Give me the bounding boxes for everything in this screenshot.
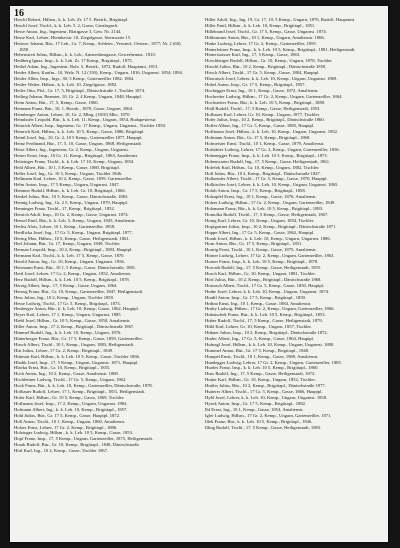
directory-entry: Hoffmann Josef, Insp., 17 2, Kemp., Ungarn, Ungarnst. 1884.: [14, 400, 128, 406]
directory-entry: Holzapfel Ernst, Ing., 10 1, Kemp., Gasse, 1876, Amalienstr.: [205, 194, 317, 200]
directory-entry: Hedtberg Ignaz, Insp., k. k. Leh. Zr. 17 Kemp., Brigittapl., 1875.: [14, 58, 133, 64]
directory-entry: Hochleitner Ludwig, Tischl., 17 Gr. 5, Kemp., Ungarn, 1862.: [14, 377, 127, 383]
directory-entry: Hiltbrunner Anton, Bür., 10 1, Kemp., Ungarn, Amalienstr. 1866.: [205, 34, 325, 40]
directory-entry: Huber Rudolf, Tischl., 17, 5 Kemp., Gasse, Heiligenstadt, 1879.: [205, 318, 323, 324]
directory-entry: Hostasch Albert, Tischl., 17 Gr. 5, Kemp., Gasse, 1850, Hauptpl.: [205, 282, 325, 288]
directory-entry: Heimhofer Leopold, Bür., k. k. Leh. 11, Kemp., Ungarn, 1854, Budapesterstr.: [14, 117, 157, 123]
directory-entry: Hofbauer Rudolf, Lehrer, 17 1, Kemp., Brigittapl., 1851, Heiligenstadt.: [14, 389, 146, 395]
directory-entry: Heider Walter, Hdlsm., k. k. Leh. 10, Ziegelgasse, 1882.: [14, 81, 118, 87]
directory-entry: Herdlicka Josef, Ing., 17 Gr. 5, Kemp., Ungarn, Brigittapl. 1877.: [14, 229, 133, 235]
directory-entry: Hirsch Albert, Tischl., 17 Gr. 5, Kemp., Gasse, 1884, Hauptpl.: [205, 70, 320, 76]
directory-entry: Henninger Franz, Tischl., 17, Kemp., Brigittapl., 1852.: [14, 206, 115, 211]
directory-entry: Heinrich Karl, Hdlsm., k. k. Leh. 10 5, Kemp., Gasse, 1886, Brigittapl.: [14, 129, 145, 135]
directory-entry: Herman Leopold, Insp., 10 2, Kemp., Brigittapl., 1883, Hauptpl.: [14, 247, 133, 253]
directory-entry: Hesse Anton, Ing., Ingenieur, Blattgasse 3, Gew. Nr. 2144.: [14, 28, 122, 34]
directory-entry: Huss Rudolf, Ing., 17, 5 Kemp., Gasse, Heiligenstadt, 1873.: [205, 371, 316, 377]
directory-entry: Horner Franz, Insp., k. k. Leh. 10 5, Kemp., Brigittapl., 1878.: [205, 259, 319, 265]
page-number: 16: [14, 8, 24, 19]
directory-entry: Heintl Josef, Ing., 10, Gr. 2, 10 5 Kemp., Gartenzeiller 1877, Hauptpl.: [14, 135, 143, 141]
directory-entry: Hutterer Albert, Tischl., 17 Gr. 5, Kemp., Gasse, 1866, Hauptpl.: [205, 389, 323, 395]
directory-entry: Heim Anton, Bür., 17, 5, Kemp., Gasse, 1860.: [14, 99, 99, 105]
directory-entry: Hesse Ludwig, Tischl., 17 Gr. 5, Kemp., Brigittapl., 1873.: [14, 300, 121, 306]
directory-entry: Herrmann Ernst, Bür., 10 1, 5 Kemp., Gasse, Dänischstraße, 1881.: [14, 265, 137, 271]
directory-entry: Hettwer Johann, Bür., 17 Leb., Gr. 7, Kemp., Schleier., Versand., Oesterr., 1877; Nr. 2 (60), 1850.: [14, 40, 182, 52]
directory-entry: Horak Rudolf, Bür., Gr. 10, Kemp., Brigittapl., 1848, Dänischstraße.: [14, 442, 140, 448]
directory-entry: Hübl Karl, Lehrer, Gr. 10, Kemp., Ungarn, 1857, Tischler.: [205, 324, 312, 330]
directory-entry: Honig Karl, Lehrer, Gr. 10, Kemp., Ungarn, 1854, Tischler.: [205, 217, 315, 223]
directory-entry: Hofer Julius, Insp., 10 2, Kemp., Brigittapl., Dänischstraße 1860.: [205, 117, 325, 123]
directory-entry: Hobel Anton, Insp., Gr. 17 5, Kemp., Brigittapl., 1857.: [205, 81, 306, 87]
directory-entry: Holzinger Ludwig, Hdlsm., k. k. Leh. 10 5, Kemp., Gasse, 1853.: [14, 430, 134, 436]
directory-entry: Hutter Karl, Hdlsm., Gr. 10, Kemp., Ungarn, 1852, Tischler.: [205, 377, 316, 383]
directory-entry: Horn Anton, Bür., Gr. 17 5, Kemp., Brigittapl., 1851.: [205, 241, 303, 247]
directory-entry: Hödl Rudolf, Tischl., 17, 5 Kemp., Gasse, Heiligenstadt, 1853.: [205, 105, 321, 111]
directory-entry: Hollaender Albert, Tischl., 17 Gr. 5, Kemp., Gasse, 1870, Hauptpl.: [205, 176, 328, 182]
directory-entry: Heiler Otto, Pfsl., Gr. 17, 5, Brigittapl., Dänischstraße 1, Tischler 1874.: [14, 87, 146, 93]
directory-entry: Hubatschek Franz, Bür., k. k. Leh. 10 5, Kemp., Brigittapl., 1853.: [205, 312, 326, 318]
directory-entry: Hörner Ludwig, Lehrer, 17 Gr. 2, Kemp., Ungarn, Gartenzeiller, 1863.: [205, 253, 335, 259]
directory-entry: Horak Josef, Hdlsm., k. k. Leh. 10, Kemp., Ungarn, Ungarnst. 1886.: [205, 235, 331, 241]
right-column: [205, 17, 380, 430]
directory-entry: Ibl Ernst, Ing., 10 1, Kemp., Gasse, 1854, Amalienstr.: [205, 406, 304, 412]
directory-entry: Hrabe Josef, Lehrer, k. k. Leh. 10, Kemp., Ungarn, Ungarnst. 1874.: [205, 288, 330, 294]
directory-entry: Holub Anton, Insp., Gr. 17 5, Kemp., Brigittapl., 1858.: [205, 188, 306, 194]
directory-entry: Henkel Julius, Bür., 10 5, Kemp., Gasse, Dänischstraße, 1863.: [14, 194, 129, 200]
directory-entry: Huttler Julius, Bür., 10 2, Kemp., Brigittapl., Dänischstraße 1877.: [205, 383, 326, 389]
directory-entry: Heyer Karl, Lehrer, 17 1, Kemp., Ungarn, Ungarnst. 1885.: [14, 312, 122, 318]
directory-entry: Hübner Julius, Insp., 10 2, Kemp., Brigittapl., Dänischstraße 1872.: [205, 330, 328, 336]
directory-entry: Hopfgartner Julius, Insp., 10 2, Kemp., Brigittapl., Dänischstraße 1871.: [205, 223, 337, 229]
directory-entry: Hebenstreit Julius, Hdlsm., k. k. Leh., Amsterdamgasse, Gewerbeanst., 1810.: [14, 52, 156, 58]
directory-entry: Horvath Rudolf, Ing., 17, 5 Kemp., Gasse, Heiligenstadt, 1855.: [205, 265, 322, 271]
directory-entry: Hemmer Rudolf, Hdlsm., k. k. Leh. Gr. 10, Brigittapl., 1866.: [14, 188, 126, 194]
directory-entry: Heller Josef, Ing., Gr. 10 5, Kemp., Ungarn, Tischler 1846.: [14, 170, 123, 176]
directory-entry: Hofmeister Ernst, Tischl., 10 1, Kemp., Gasse, 1879, Amalienstr.: [205, 141, 325, 147]
directory-entry: Heise Albert, Ing., Ingenieur, Gr. 2, Kemp., Ungarn, Ungarnst.: [14, 146, 129, 152]
directory-entry: Heiling Johann, Beamter, 10, Gr. 2, 4 Kemp., Ungarn, 1848, Hauptpl.: [14, 93, 142, 99]
directory-entry: Hertl Josef, Lehrer, 17 Gr. 2, Kemp., Ungarn, 1852, Amalienstr.: [14, 270, 132, 276]
directory-entry: Hennig Ludwig, Ing., Gr. 2 5, Kemp., Ungarn, 1879, Hauptpl.: [14, 200, 128, 206]
document-page: [10, 6, 388, 542]
directory-entry: Heider Albert, Kaufm., 10, Walz. N. 12 (150), Kemp., Ungarn, 1816, Ungarnst. 1854; 1894.: [14, 70, 183, 76]
directory-entry: Hering Max, Hdlsm., 10 5, Kemp., Gasse, Heiligenstadt, 1861.: [14, 235, 130, 241]
directory-entry: Hirschberger Rudolf, Hdlsm., Gr. 10, Kemp., Ungarn, 1878, Tischler.: [205, 58, 333, 64]
directory-entry: Herold Anton, Ing., Gr. 10, Kemp., Ungarn, Ungarnst. 1856.: [14, 259, 126, 265]
directory-entry: Hermann Karl, Tischl., k. k. Leh. 17 5, Kemp., Gasse, 1870.: [14, 253, 125, 259]
directory-entry: Heibel Adam, Ing., Ingenieur, Bolz. 5, Bezirk., 1872, Rudolf, Hauptamt. 1813.: [14, 64, 159, 70]
directory-entry: Hirt Julius, Lehrer, 17 Gr. 2, Kemp., Brigittapl., 1849.: [14, 347, 114, 353]
directory-entry: Hollitscher Josef, Lehrer, k. k. Leh. 10, Kemp., Ungarn, Ungarnst. 1865.: [205, 182, 339, 188]
directory-entry: Hornig Ernst, Tischl., 10 1, Kemp., Gasse, 1875, Amalienstr.: [205, 247, 317, 253]
directory-entry: Hittmair Karl, Hdlsm., k. k. Leh. 10 5, Kemp., Gasse, Tischler 1866.: [14, 353, 141, 359]
directory-entry: Illing Rudolf, Tischl., 17, 5 Kemp., Gasse, Heiligenstadt, 1883.: [205, 424, 322, 430]
directory-entry: Hoppe Albert, Ing., 17 Gr. 5, Kemp., Gasse, 1862, Hauptpl.: [205, 229, 315, 235]
directory-entry: Hillebrand Josef, Tischl., Gr. 17 5, Kemp., Gasse, Ungarnst. 1874.: [205, 28, 327, 34]
directory-entry: Illek Franz, Bür., k. k. Leh. 10 5, Kemp., Brigittapl., 1846.: [205, 418, 313, 424]
directory-entry: Hofmann Albert, Ing., k. k. Leh. 10, Kemp., Brigittapl., 1857.: [14, 406, 128, 412]
directory-entry: Hellmann Karl, Lehrer, 10 2, Kemp., Gasse, 1859, Gartenzeiller.: [14, 176, 133, 182]
directory-entry: Hybl Josef, Lehrer, k. k. Leh. 10, Kemp., Ungarn, Ungarnst. 1858.: [205, 395, 328, 400]
directory-entry: Herbst Alois, Lehrer, 10 1, Kemp., Gartenzeiller, 1858.: [14, 223, 116, 229]
directory-entry: Heinrich Albert, Insp., Ingenieur, Gr. 17 Kemp., Ungarn, Ungarnst., Tischler 1850.: [14, 123, 167, 129]
directory-entry: Himmel Rudolf, Ing., k. k. Leh. 10, Kemp., Ungarn, 1876.: [14, 330, 122, 336]
directory-entry: Hensel Emil, Bür., k. k. Leh. 5, Kemp., Ungarn, 1845, Amalienstr.: [14, 217, 136, 223]
directory-entry: Hiebl Josef, Hdlsm., Gr. 10 5, Kemp., Gasse, 1850, Amalienstr.: [14, 318, 131, 324]
directory-entry: Hoffmann Josef, Hdlsm., k. k. Leh. 10, Kemp., Ungarn, Ungarnst. 1852.: [205, 129, 339, 135]
directory-entry: Holeček Karl, Hdlsm., Gr. 10, Kemp., Ungarn, 1882, Tischler.: [205, 164, 320, 170]
directory-entry: Hundegger Ludwig, Lehrer, 17 Gr. 2, Kemp., Ungarn, Gartenzeiller, 1885.: [205, 359, 342, 365]
directory-entry: Hufnagl Josef, Hdlsm., k. k. Leh. 10, Kemp., Ungarn, Ungarnst. 1880.: [205, 341, 335, 347]
directory-entry: Hofmann Anton, Bür., Gr. 17 5, Kemp., Brigittapl., 1868.: [205, 135, 311, 141]
directory-entry: Hiller Adolf, Ing., Ing. 19, Gr. 17, 10, 5 Kemp., Ungarn, 1876, Rudolf, Hauptamt.: [205, 17, 356, 22]
directory-entry: Held Albert, Bür., 10 1, 5 Kemp., Gasse, 1880, Brigittapl.: [14, 164, 120, 170]
directory-entry: Hess Julius, Ing., 10 2, Kemp., Ungarn, Tischler 1859.: [14, 294, 115, 300]
directory-entry: Holl Julius, Bür., 10 2, Kemp., Brigittapl., Dänischstraße 1847.: [205, 170, 321, 176]
directory-entry: Holzmann Franz, Bür., k. k. Leh. 10 5, Kemp., Brigittapl., 1883.: [205, 206, 324, 211]
directory-entry: Humpel Ernst, Tischl., 10 1, Kemp., Gasse, 1869, Amalienstr.: [205, 353, 319, 359]
directory-entry: Herl Johann, Bür., Gr. 17, Kemp., Ungarn, 1849, Tischler.: [14, 241, 121, 247]
directory-entry: Holzer Ludwig, Hdlsm., 17 Gr. 2, Kemp., Ungarn, Gartenzeiller, 1849.: [205, 200, 336, 206]
directory-entry: Hladik Josef, Insp., 17, 5 Kemp., Ungarn, Ungarnst. 1871, Hauptpl.: [14, 359, 139, 365]
directory-entry: Hochegger Ernst, Ing., 10 1, Kemp., Gasse, 1872, Amalienstr.: [205, 87, 319, 93]
directory-entry: Hohenegger Franz, Insp., k. k. Leh. 10 5, Kemp., Brigittapl., 1873.: [205, 152, 328, 158]
directory-entry: Hohl Julius, Bür., Gr. 17 5, Kemp., Gasse, Hauptpl. 1872.: [14, 412, 121, 418]
directory-entry: Hinterstoisser Karl, Ing., 17, 5 Kemp., Gasse, 1863.: [205, 52, 301, 58]
directory-entry: Hinke Ludwig, Lehrer, 17 Gr. 2, Kemp., Gartenzeiller, 1859.: [205, 40, 317, 46]
directory-entry: Hurdes Franz, Insp., k. k. Leh. 10 5, Kemp., Brigittapl., 1860.: [205, 365, 319, 371]
directory-entry: Heinz Ferdinand, Bür., 17, 5, 10, Gasse, Ungarn, 1868, Heiligenstadt.: [14, 141, 142, 147]
directory-entry: Heimberger Anton, Lehrer, 10, Gr. 2, Mbrg. (1810) Mbr., 1870.: [14, 111, 131, 117]
directory-entry: Hopf Franz, Insp., 17, 5 Kemp., Ungarn, Gartenzeiller, 1875, Heiligenstadt.: [14, 436, 153, 442]
directory-entry: Hudec Albert, Ing., 17 Gr. 5, Kemp., Gasse, 1864, Hauptpl.: [205, 335, 315, 341]
directory-entry: Heider Albin, Insp., Ingr., 30, 5 Kemp., Gartenzeiller 1882, 1864.: [14, 76, 135, 82]
directory-entry: Hlavka Ernst, Bür., Gr. 10, Kemp., Brigittapl., 1855.: [14, 365, 111, 371]
directory-entry: Hofer Karl, Hdlsm., Gr. 10 5, Kemp., Gasse, 1869, Tischler.: [14, 395, 125, 400]
directory-entry: Hesse Karl, Lehrer, Hiemkerstr. 10, Ziegelgasse, Sternwarte 15.: [14, 34, 132, 40]
directory-entry: Hruby Ludwig, Hdlsm., 17 Gr. 2, Kemp., Ungarn, Gartenzeiller, 1866.: [205, 306, 335, 312]
directory-entry: Herzig Albert, Insp., 17, 5 Kemp., Gasse, Ungarn, 1864.: [14, 282, 118, 288]
directory-entry: Hirsch Albert, Tischl., 10 1, Kemp., Ungarn, 1883, Heiligenstadt.: [14, 341, 135, 347]
directory-entry: Helm Anton, Insp., 17 5 Kemp., Ungarn, Ungarnst. 1847.: [14, 182, 120, 188]
directory-entry: Herz Rudolf, Hdlsm., k. k. Leh. 10 5, Kemp., Brigittapl., 1878.: [14, 276, 130, 282]
directory-entry: Hysek Anton, Insp., Gr. 17 5, Kemp., Brigittapl., 1882.: [205, 400, 307, 406]
directory-entry: Homolka Rudolf, Tischl., 17, 5 Kemp., Gasse, Heiligenstadt, 1867.: [205, 211, 329, 217]
directory-entry: Hochstetter Franz, Bür., k. k. Leh. 10 5, Kemp., Brigittapl., 1880.: [205, 99, 326, 105]
directory-entry: Hock Franz, Bür., k. k. Leh. 10, Kemp., Gartenzeiller, Dänischstraße, 1878.: [14, 383, 153, 389]
directory-entry: Holzer Ernst, Lehrer, 17 Gr. 2, Kemp., Brigittapl., 1886.: [14, 424, 118, 430]
directory-entry: Hoch Anton, Ing., 10 2, Kemp., Gasse, Amalienstr. 1880.: [14, 371, 120, 377]
directory-entry: Heuberger Anton, Bür., k. k. Leh. 10, Kemp., Gasse, 1862, Hauptpl.: [14, 306, 139, 312]
left-column: [14, 17, 189, 454]
directory-entry: Igler Ludwig, Hdlsm., 17 Gr. 2, Kemp., Ungarn, Gartenzeiller, 1871.: [205, 412, 332, 418]
directory-entry: Heschl Josef, Tischl., k. k. Leh. 5. 2, Gasse, Grnzbrgnch.: [14, 22, 119, 28]
directory-entry: Hochreiter Ludwig, Hdlsm., 17 Gr. 2, Kemp., Ungarn, Gartenzeiller, 1864.: [205, 93, 343, 99]
directory-entry: Hohenwarter Rudolf, Ing., 17, 5 Kemp., Gasse, Heiligenstadt, 1861.: [205, 158, 331, 164]
directory-entry: Hirschl Julius, Bür., 10 2, Kemp., Brigittapl., Dänischstraße 1850.: [205, 64, 327, 70]
directory-entry: Heitzinger Franz, Tischl., k. k. Leh. 17 10, Kemp., Ungarn, 1854.: [14, 158, 135, 164]
directory-entry: Holl Anton, Tischl., 10 1, Kemp., Ungarn, 1860, Amalienstr.: [14, 418, 126, 424]
directory-entry: Hinterberger Franz, Bür., Gr. 17 5, Kemp., Gasse, 1858, Gartenzeiller.: [14, 335, 143, 341]
directory-entry: Hörl Karl, Ing., 10 2, Kemp., Gasse, Tischler 1867.: [14, 448, 109, 454]
directory-entry: Hosch Karl, Hdlsm., Gr. 10, Kemp., Ungarn, 1881, Tischler.: [205, 270, 316, 276]
directory-entry: Heimann Franz, Bür., 10, 1, Bezirk., 1870, Gasse, Ungarn, 1864.: [14, 105, 134, 111]
directory-entry: Hrdina Ernst, Ing., 10 1, Kemp., Gasse, 1884, Amalienstr.: [205, 300, 312, 306]
directory-entry: Herzog Franz, Bür., Gr. 10, Kemp., Gartenzeiller, 1847, Heiligenstadt.: [14, 288, 144, 294]
directory-entry: Hradil Anton, Insp., Gr. 17 5, Kemp., Brigittapl., 1859.: [205, 294, 307, 300]
directory-entry: Hiller Emil, Hdlsm., k. k. Leh. 10, Kemp., Brigittapl., 1851.: [205, 22, 316, 28]
directory-entry: Hofbauer Karl, Lehrer, Gr. 10, Kemp., Ungarn, 1877, Tischler.: [205, 111, 321, 117]
directory-entry: Henrich Adolf, Insp., 10 Gr. 2, Kemp., Gasse, Ungarnst. 1874.: [14, 211, 129, 217]
directory-entry: Heiser Ernst, Insp., 10 Gr. 11, Kemp., Brigittapl., 1863, Amalienstr.: [14, 152, 139, 158]
directory-entry: Hinterleitner Franz, Insp., k. k. Leh. 10 5, Kemp., Brigittapl., 1881, Heiligenstadt.: [205, 46, 356, 52]
directory-entry: Hiller Anton, Insp., 17 2, Kemp., Brigittapl., Dänischstraße 1867.: [14, 324, 135, 330]
directory-entry: Hösl Julius, Bür., 10 2, Kemp., Brigittapl., Dänischstraße 1868.: [205, 276, 322, 282]
directory-entry: Hofstätter Ludwig, Lehrer, 17 Gr. 2, Kemp., Ungarn, Gartenzeiller, 1856.: [205, 146, 340, 152]
directory-entry: Heschl Robert, Hdlsm., k. k. Leh. Zr. 17 5. Bezirk., Brigittapl.: [14, 17, 129, 22]
directory-entry: Hlawatsch Josef, Lehrer, k. k. Leh. 10, Kemp., Ungarn, Ungarnst. 1869.: [205, 76, 338, 82]
directory-entry: Hummel Anton, Bür., Gr. 17 5, Kemp., Brigittapl., 1848.: [205, 347, 310, 353]
directory-entry: Hoffer Albert, Ing., 17 Gr. 5, Kemp., Gasse, 1885, Hauptpl.: [205, 123, 315, 129]
